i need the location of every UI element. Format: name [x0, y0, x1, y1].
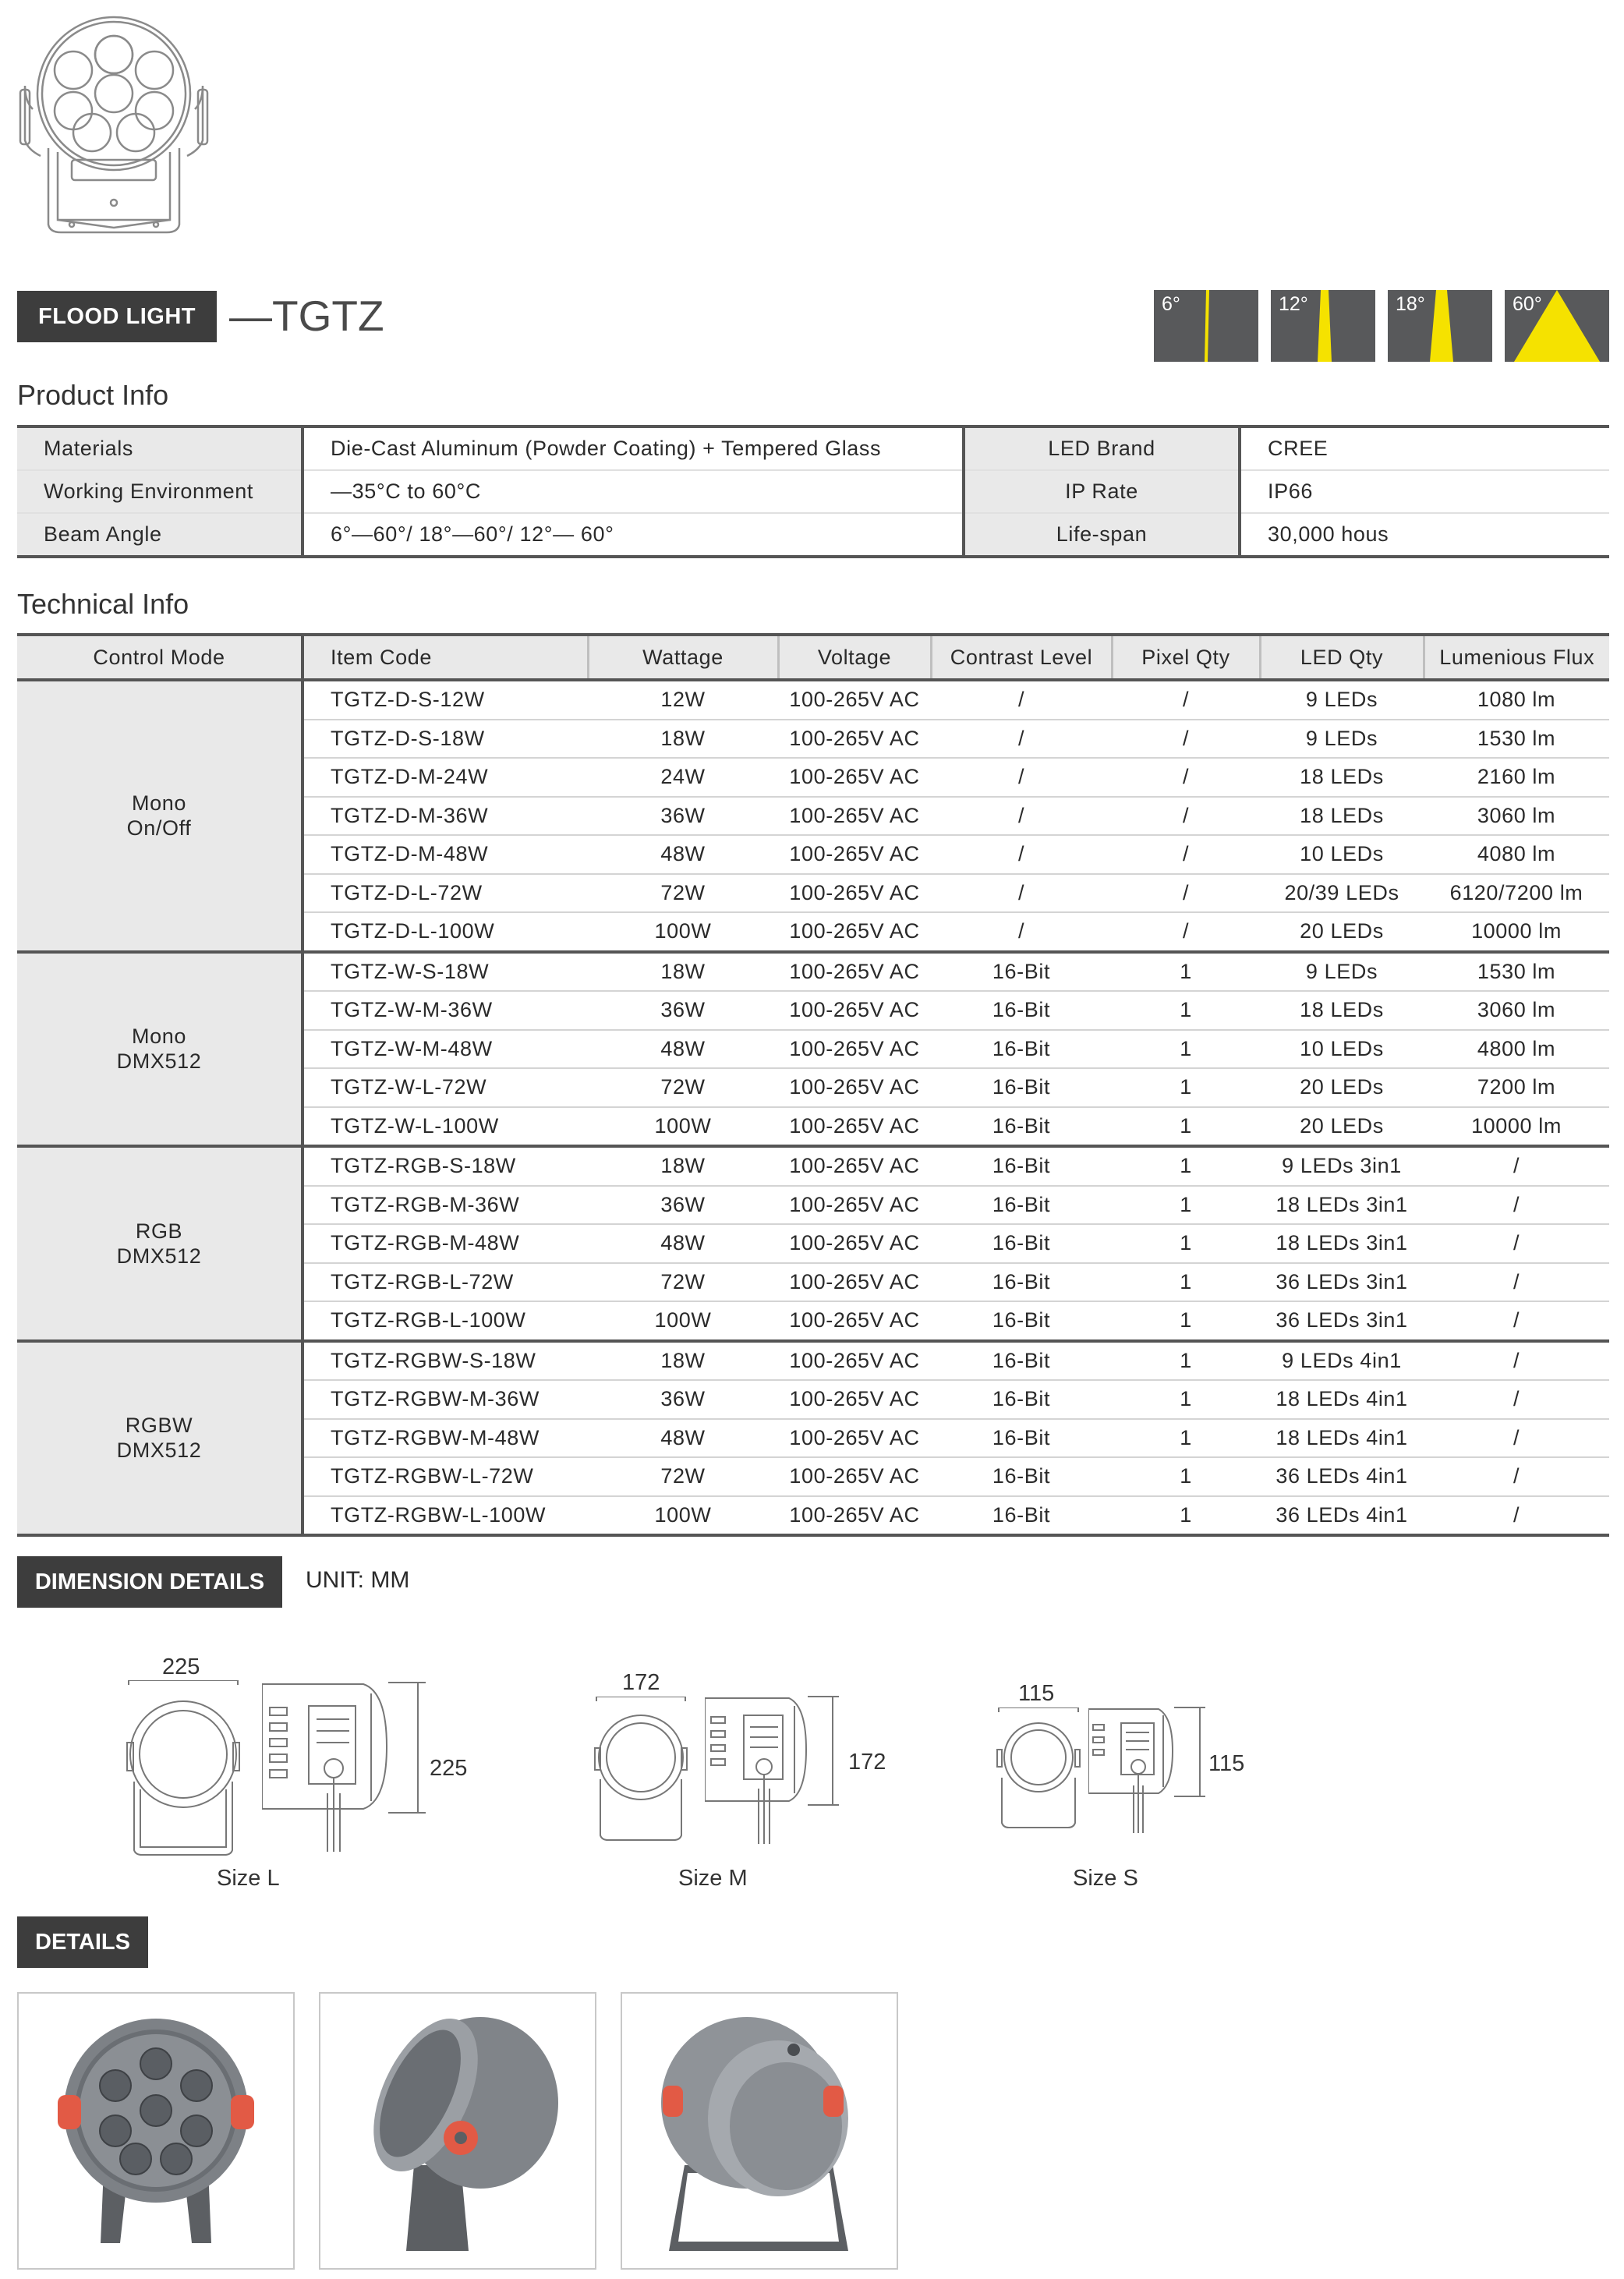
lumen-flux-cell: /	[1424, 1457, 1609, 1496]
row-label: Materials	[17, 426, 303, 470]
item-code-cell: TGTZ-D-L-100W	[303, 912, 588, 952]
contrast-level-cell: /	[931, 797, 1112, 836]
voltage-cell: 100-265V AC	[778, 758, 931, 797]
control-mode-cell	[17, 952, 303, 1147]
lumen-flux-cell: 3060 lm	[1424, 991, 1609, 1030]
beam-label: 60°	[1513, 293, 1542, 315]
table-row	[17, 1341, 1609, 1381]
table-row	[17, 952, 1609, 992]
contrast-level-cell: 16-Bit	[931, 1301, 1112, 1341]
row-label: LED Brand	[964, 426, 1240, 470]
column-header: Item Code	[303, 635, 588, 680]
control-mode-line: Mono	[132, 1024, 186, 1049]
pixel-qty-cell: /	[1112, 874, 1260, 913]
wattage-cell: 72W	[588, 1068, 778, 1107]
lumen-flux-cell: 2160 lm	[1424, 758, 1609, 797]
product-row	[17, 513, 1609, 557]
row-value: —35°C to 60°C	[303, 470, 964, 513]
led-qty-cell: 9 LEDs 4in1	[1260, 1341, 1424, 1381]
lumen-flux-cell: /	[1424, 1186, 1609, 1225]
voltage-cell: 100-265V AC	[778, 952, 931, 992]
technical-table-body	[17, 680, 1609, 1535]
wattage-cell: 18W	[588, 952, 778, 992]
wattage-cell: 48W	[588, 1419, 778, 1458]
item-code-cell: TGTZ-W-L-100W	[303, 1107, 588, 1147]
pixel-qty-cell: 1	[1112, 1380, 1260, 1419]
voltage-cell: 100-265V AC	[778, 1030, 931, 1069]
contrast-level-cell: 16-Bit	[931, 1224, 1112, 1263]
led-qty-cell: 10 LEDs	[1260, 1030, 1424, 1069]
contrast-level-cell: 16-Bit	[931, 952, 1112, 992]
led-qty-cell: 36 LEDs 4in1	[1260, 1496, 1424, 1536]
lumen-flux-cell: /	[1424, 1224, 1609, 1263]
detail-photo-front	[17, 1992, 295, 2270]
wattage-cell: 48W	[588, 1030, 778, 1069]
size-l-front-drawing-icon	[125, 1680, 242, 1860]
pixel-qty-cell: 1	[1112, 991, 1260, 1030]
lumen-flux-cell: 1530 lm	[1424, 952, 1609, 992]
product-info-title: Product Info	[17, 379, 169, 411]
item-code-cell: TGTZ-RGBW-M-36W	[303, 1380, 588, 1419]
control-mode-line: RGBW	[125, 1414, 193, 1438]
item-code-cell: TGTZ-D-S-12W	[303, 680, 588, 720]
row-value: CREE	[1240, 426, 1609, 470]
control-mode-cell	[17, 1146, 303, 1341]
control-mode-cell	[17, 680, 303, 952]
size-l-height: 225	[430, 1756, 468, 1781]
pixel-qty-cell: 1	[1112, 1419, 1260, 1458]
voltage-cell: 100-265V AC	[778, 1186, 931, 1225]
contrast-level-cell: /	[931, 680, 1112, 720]
voltage-cell: 100-265V AC	[778, 912, 931, 952]
wattage-cell: 36W	[588, 1186, 778, 1225]
side-view-icon	[320, 1994, 595, 2268]
led-qty-cell: 36 LEDs 3in1	[1260, 1263, 1424, 1302]
pixel-qty-cell: 1	[1112, 1068, 1260, 1107]
contrast-level-cell: /	[931, 835, 1112, 874]
wattage-cell: 100W	[588, 1107, 778, 1147]
wattage-cell: 100W	[588, 1496, 778, 1536]
item-code-cell: TGTZ-W-M-36W	[303, 991, 588, 1030]
wattage-cell: 18W	[588, 720, 778, 759]
contrast-level-cell: /	[931, 912, 1112, 952]
details-tag: DETAILS	[17, 1916, 148, 1968]
voltage-cell: 100-265V AC	[778, 1224, 931, 1263]
lumen-flux-cell: /	[1424, 1419, 1609, 1458]
row-label: Beam Angle	[17, 513, 303, 557]
model-title: —TGTZ	[229, 292, 384, 340]
size-l-width: 225	[162, 1654, 200, 1679]
control-mode-line: DMX512	[116, 1049, 202, 1074]
wattage-cell: 72W	[588, 874, 778, 913]
contrast-level-cell: 16-Bit	[931, 1263, 1112, 1302]
contrast-level-cell: 16-Bit	[931, 1146, 1112, 1186]
lumen-flux-cell: /	[1424, 1301, 1609, 1341]
voltage-cell: 100-265V AC	[778, 720, 931, 759]
technical-info-table	[17, 633, 1609, 1537]
led-qty-cell: 18 LEDs	[1260, 991, 1424, 1030]
wattage-cell: 100W	[588, 912, 778, 952]
beam-angle-12	[1271, 290, 1375, 362]
voltage-cell: 100-265V AC	[778, 1380, 931, 1419]
control-mode-line: Mono	[132, 791, 186, 816]
contrast-level-cell: 16-Bit	[931, 991, 1112, 1030]
voltage-cell: 100-265V AC	[778, 1301, 931, 1341]
item-code-cell: TGTZ-RGBW-S-18W	[303, 1341, 588, 1381]
size-s-front-drawing-icon	[995, 1707, 1082, 1832]
lumen-flux-cell: 3060 lm	[1424, 797, 1609, 836]
pixel-qty-cell: 1	[1112, 1107, 1260, 1147]
lumen-flux-cell: 1530 lm	[1424, 720, 1609, 759]
category-tag: FLOOD LIGHT	[17, 291, 217, 342]
control-mode-cell	[17, 1341, 303, 1536]
control-mode-line: RGB	[135, 1219, 183, 1243]
wattage-cell: 72W	[588, 1457, 778, 1496]
column-header: Contrast Level	[931, 635, 1112, 680]
led-qty-cell: 18 LEDs	[1260, 758, 1424, 797]
lumen-flux-cell: /	[1424, 1146, 1609, 1186]
item-code-cell: TGTZ-RGB-S-18W	[303, 1146, 588, 1186]
size-m-front-drawing-icon	[593, 1697, 689, 1845]
led-qty-cell: 9 LEDs	[1260, 680, 1424, 720]
detail-photo-rear	[621, 1992, 898, 2270]
product-info-table	[17, 425, 1609, 558]
column-header: LED Qty	[1260, 635, 1424, 680]
beam-angle-18	[1388, 290, 1492, 362]
contrast-level-cell: 16-Bit	[931, 1419, 1112, 1458]
product-row	[17, 426, 1609, 470]
row-label: IP Rate	[964, 470, 1240, 513]
wattage-cell: 18W	[588, 1341, 778, 1381]
contrast-level-cell: 16-Bit	[931, 1107, 1112, 1147]
lumen-flux-cell: 7200 lm	[1424, 1068, 1609, 1107]
table-row	[17, 680, 1609, 720]
contrast-level-cell: 16-Bit	[931, 1341, 1112, 1381]
item-code-cell: TGTZ-D-M-24W	[303, 758, 588, 797]
led-qty-cell: 18 LEDs 3in1	[1260, 1224, 1424, 1263]
beam-label: 6°	[1162, 293, 1180, 315]
row-label: Life-span	[964, 513, 1240, 557]
fixture-line-drawing-icon	[17, 16, 211, 242]
pixel-qty-cell: /	[1112, 680, 1260, 720]
item-code-cell: TGTZ-RGBW-M-48W	[303, 1419, 588, 1458]
item-code-cell: TGTZ-RGB-L-72W	[303, 1263, 588, 1302]
voltage-cell: 100-265V AC	[778, 874, 931, 913]
size-s-side-drawing-icon	[1088, 1704, 1213, 1837]
wattage-cell: 48W	[588, 1224, 778, 1263]
size-s-width: 115	[1018, 1681, 1055, 1706]
contrast-level-cell: /	[931, 758, 1112, 797]
pixel-qty-cell: /	[1112, 720, 1260, 759]
contrast-level-cell: /	[931, 874, 1112, 913]
wattage-cell: 36W	[588, 797, 778, 836]
lumen-flux-cell: 4080 lm	[1424, 835, 1609, 874]
led-qty-cell: 36 LEDs 3in1	[1260, 1301, 1424, 1341]
pixel-qty-cell: 1	[1112, 1186, 1260, 1225]
item-code-cell: TGTZ-RGBW-L-100W	[303, 1496, 588, 1536]
pixel-qty-cell: 1	[1112, 1263, 1260, 1302]
led-qty-cell: 9 LEDs 3in1	[1260, 1146, 1424, 1186]
voltage-cell: 100-265V AC	[778, 991, 931, 1030]
detail-photo-side	[319, 1992, 596, 2270]
wattage-cell: 36W	[588, 991, 778, 1030]
lumen-flux-cell: 4800 lm	[1424, 1030, 1609, 1069]
wattage-cell: 48W	[588, 835, 778, 874]
led-qty-cell: 10 LEDs	[1260, 835, 1424, 874]
dimension-details-tag: DIMENSION DETAILS	[17, 1556, 282, 1608]
column-header: Voltage	[778, 635, 931, 680]
pixel-qty-cell: 1	[1112, 1496, 1260, 1536]
led-qty-cell: 18 LEDs	[1260, 797, 1424, 836]
led-qty-cell: 18 LEDs 4in1	[1260, 1380, 1424, 1419]
voltage-cell: 100-265V AC	[778, 1457, 931, 1496]
item-code-cell: TGTZ-D-M-36W	[303, 797, 588, 836]
control-mode-line: On/Off	[126, 816, 192, 840]
technical-info-title: Technical Info	[17, 588, 189, 620]
row-value: 30,000 hous	[1240, 513, 1609, 557]
pixel-qty-cell: 1	[1112, 1224, 1260, 1263]
pixel-qty-cell: 1	[1112, 1457, 1260, 1496]
beam-label: 18°	[1396, 293, 1425, 315]
beam-angle-60	[1505, 290, 1609, 362]
item-code-cell: TGTZ-RGB-M-36W	[303, 1186, 588, 1225]
table-header-row	[17, 635, 1609, 680]
table-row	[17, 1146, 1609, 1186]
size-s-height: 115	[1208, 1751, 1245, 1776]
pixel-qty-cell: /	[1112, 912, 1260, 952]
row-label: Working Environment	[17, 470, 303, 513]
voltage-cell: 100-265V AC	[778, 835, 931, 874]
column-header: Wattage	[588, 635, 778, 680]
control-mode-line: DMX512	[116, 1244, 202, 1268]
item-code-cell: TGTZ-RGBW-L-72W	[303, 1457, 588, 1496]
led-qty-cell: 9 LEDs	[1260, 720, 1424, 759]
lumen-flux-cell: 1080 lm	[1424, 680, 1609, 720]
wattage-cell: 36W	[588, 1380, 778, 1419]
led-qty-cell: 20/39 LEDs	[1260, 874, 1424, 913]
led-qty-cell: 20 LEDs	[1260, 1107, 1424, 1147]
pixel-qty-cell: 1	[1112, 1146, 1260, 1186]
item-code-cell: TGTZ-D-M-48W	[303, 835, 588, 874]
row-value: Die-Cast Aluminum (Powder Coating) + Tempered Glass	[303, 426, 964, 470]
column-header: Pixel Qty	[1112, 635, 1260, 680]
beam-label: 12°	[1279, 293, 1308, 315]
item-code-cell: TGTZ-RGB-L-100W	[303, 1301, 588, 1341]
wattage-cell: 100W	[588, 1301, 778, 1341]
pixel-qty-cell: 1	[1112, 1341, 1260, 1381]
voltage-cell: 100-265V AC	[778, 1496, 931, 1536]
voltage-cell: 100-265V AC	[778, 1263, 931, 1302]
item-code-cell: TGTZ-W-L-72W	[303, 1068, 588, 1107]
item-code-cell: TGTZ-W-S-18W	[303, 952, 588, 992]
pixel-qty-cell: 1	[1112, 952, 1260, 992]
size-m-side-drawing-icon	[705, 1692, 845, 1848]
size-s-label: Size S	[1073, 1866, 1138, 1891]
led-qty-cell: 36 LEDs 4in1	[1260, 1457, 1424, 1496]
wattage-cell: 72W	[588, 1263, 778, 1302]
contrast-level-cell: 16-Bit	[931, 1380, 1112, 1419]
pixel-qty-cell: 1	[1112, 1301, 1260, 1341]
front-view-icon	[19, 1994, 293, 2268]
wattage-cell: 18W	[588, 1146, 778, 1186]
lumen-flux-cell: 6120/7200 lm	[1424, 874, 1609, 913]
lumen-flux-cell: /	[1424, 1263, 1609, 1302]
led-qty-cell: 18 LEDs 4in1	[1260, 1419, 1424, 1458]
item-code-cell: TGTZ-D-L-72W	[303, 874, 588, 913]
led-qty-cell: 20 LEDs	[1260, 912, 1424, 952]
item-code-cell: TGTZ-W-M-48W	[303, 1030, 588, 1069]
voltage-cell: 100-265V AC	[778, 1146, 931, 1186]
led-qty-cell: 18 LEDs 3in1	[1260, 1186, 1424, 1225]
size-m-height: 172	[848, 1750, 886, 1775]
rear-view-icon	[622, 1994, 897, 2268]
row-value: 6°—60°/ 18°—60°/ 12°— 60°	[303, 513, 964, 557]
row-value: IP66	[1240, 470, 1609, 513]
voltage-cell: 100-265V AC	[778, 1419, 931, 1458]
size-l-side-drawing-icon	[262, 1676, 433, 1856]
contrast-level-cell: 16-Bit	[931, 1457, 1112, 1496]
control-mode-line: DMX512	[116, 1439, 202, 1463]
voltage-cell: 100-265V AC	[778, 1107, 931, 1147]
voltage-cell: 100-265V AC	[778, 1068, 931, 1107]
voltage-cell: 100-265V AC	[778, 680, 931, 720]
voltage-cell: 100-265V AC	[778, 797, 931, 836]
contrast-level-cell: 16-Bit	[931, 1186, 1112, 1225]
contrast-level-cell: 16-Bit	[931, 1030, 1112, 1069]
pixel-qty-cell: /	[1112, 758, 1260, 797]
column-header: Lumenious Flux	[1424, 635, 1609, 680]
wattage-cell: 24W	[588, 758, 778, 797]
led-qty-cell: 20 LEDs	[1260, 1068, 1424, 1107]
pixel-qty-cell: /	[1112, 835, 1260, 874]
led-qty-cell: 9 LEDs	[1260, 952, 1424, 992]
item-code-cell: TGTZ-D-S-18W	[303, 720, 588, 759]
unit-label: UNIT: MM	[306, 1567, 410, 1593]
lumen-flux-cell: 10000 lm	[1424, 912, 1609, 952]
lumen-flux-cell: /	[1424, 1380, 1609, 1419]
contrast-level-cell: 16-Bit	[931, 1068, 1112, 1107]
pixel-qty-cell: /	[1112, 797, 1260, 836]
size-l-label: Size L	[217, 1866, 280, 1891]
beam-angle-6	[1154, 290, 1258, 362]
size-m-width: 172	[622, 1670, 660, 1695]
product-row	[17, 470, 1609, 513]
lumen-flux-cell: /	[1424, 1496, 1609, 1536]
lumen-flux-cell: /	[1424, 1341, 1609, 1381]
lumen-flux-cell: 10000 lm	[1424, 1107, 1609, 1147]
item-code-cell: TGTZ-RGB-M-48W	[303, 1224, 588, 1263]
contrast-level-cell: 16-Bit	[931, 1496, 1112, 1536]
size-m-label: Size M	[678, 1866, 748, 1891]
wattage-cell: 12W	[588, 680, 778, 720]
voltage-cell: 100-265V AC	[778, 1341, 931, 1381]
contrast-level-cell: /	[931, 720, 1112, 759]
pixel-qty-cell: 1	[1112, 1030, 1260, 1069]
column-header: Control Mode	[17, 635, 303, 680]
